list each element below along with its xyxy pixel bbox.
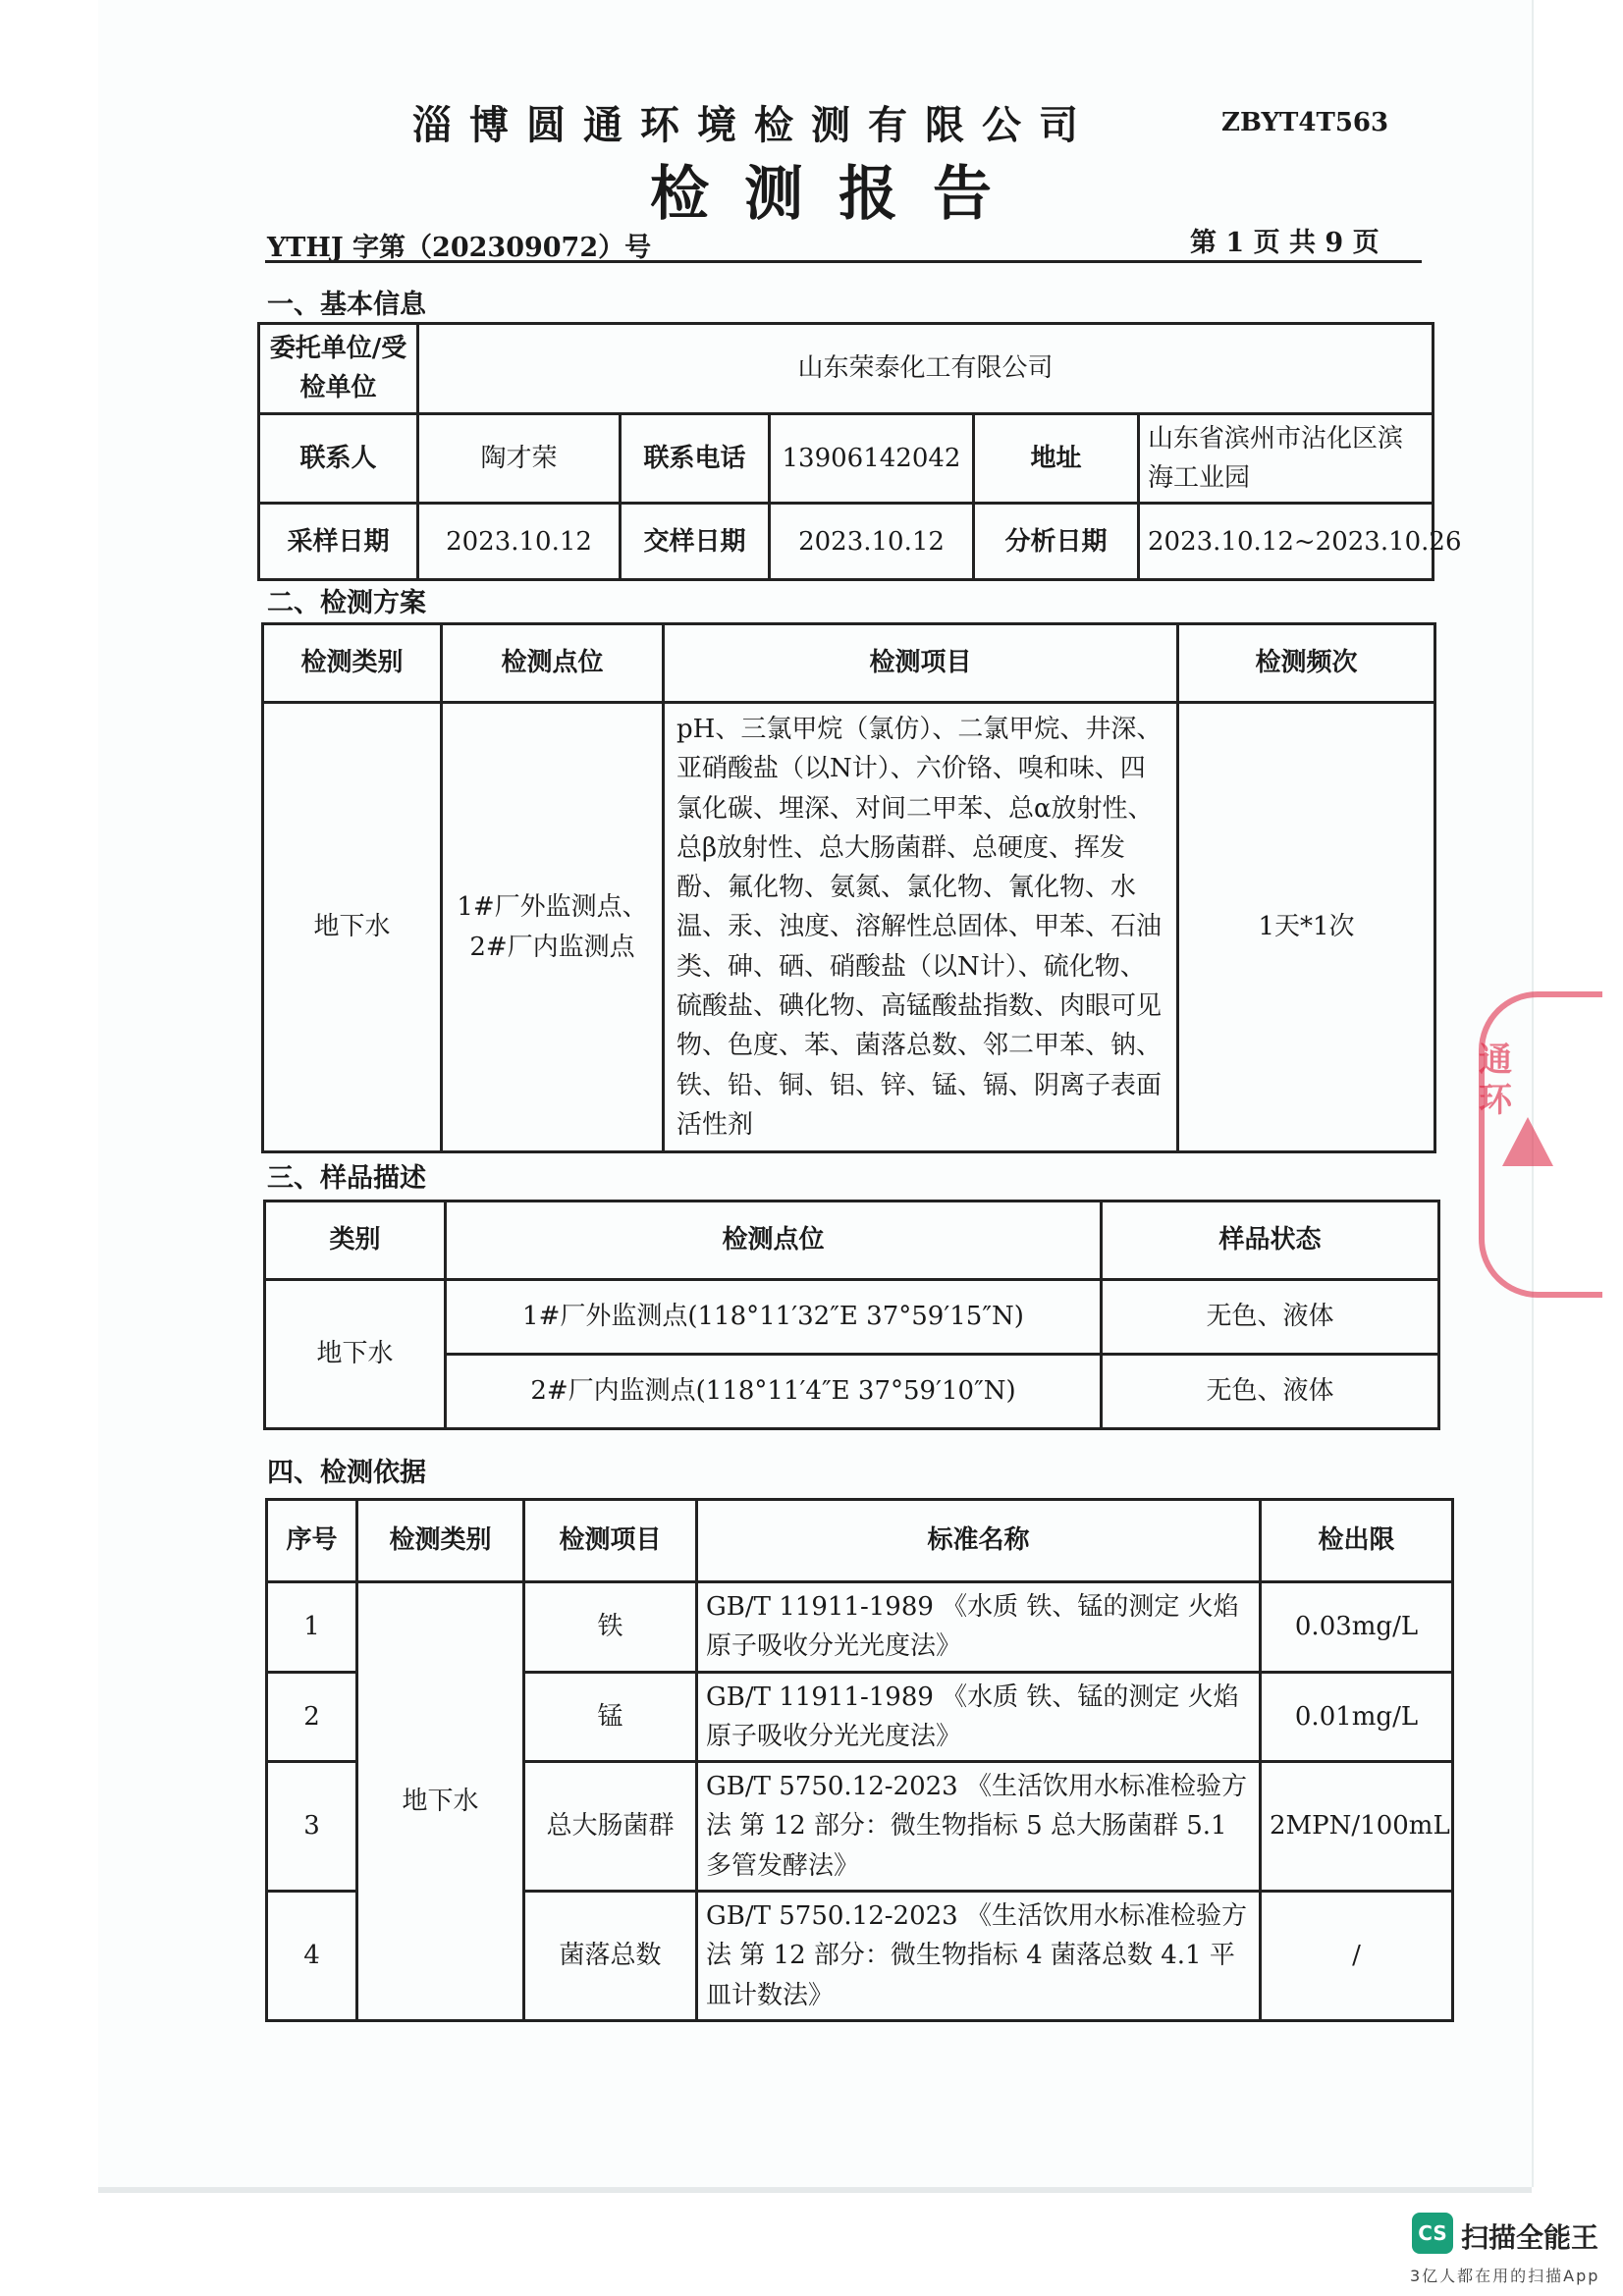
sample-header-state: 样品状态 [1102, 1201, 1439, 1280]
seal-star-icon [1502, 1117, 1553, 1166]
basis-row-standard: GB/T 5750.12-2023 《生活饮用水标准检验方法 第 12 部分：微生物指标 5 总大肠菌群 5.1 多管发酵法》 [697, 1762, 1261, 1892]
analysis-date-label: 分析日期 [974, 504, 1139, 580]
basis-category: 地下水 [357, 1582, 524, 2021]
sample-row-state: 无色、液体 [1102, 1355, 1439, 1429]
company-name: 淄博圆通环境检测有限公司 [412, 102, 1096, 148]
basis-row-standard: GB/T 5750.12-2023 《生活饮用水标准检验方法 第 12 部分：微生物指标 4 菌落总数 4.1 平皿计数法》 [697, 1892, 1261, 2021]
sample-row-state: 无色、液体 [1102, 1280, 1439, 1355]
sample-category: 地下水 [265, 1280, 446, 1429]
sample-table [263, 1200, 1440, 1430]
contact-label: 联系人 [259, 413, 418, 504]
basis-row-no: 1 [267, 1582, 357, 1673]
basis-row-no: 4 [267, 1892, 357, 2021]
plan-header-points: 检测点位 [442, 624, 664, 703]
basis-row-standard: GB/T 11911-1989 《水质 铁、锰的测定 火焰原子吸收分光光度法》 [697, 1582, 1261, 1673]
phone-value: 13906142042 [770, 413, 974, 504]
plan-points: 1#厂外监测点、2#厂内监测点 [442, 703, 664, 1152]
section-basis-heading: 四、检测依据 [267, 1458, 426, 1488]
section-sample-heading: 三、样品描述 [267, 1163, 426, 1194]
header-divider [265, 260, 1422, 263]
basis-row-limit: / [1261, 1892, 1453, 2021]
page-info: 第 1 页 共 9 页 [1190, 228, 1380, 258]
plan-items: pH、三氯甲烷（氯仿）、二氯甲烷、井深、亚硝酸盐（以N计）、六价铬、嗅和味、四氯化碳、埋深、对间二甲苯、总α放射性、总β放射性、总大肠菌群、总硬度、挥发酚、氟化物、氨氮、氯化物、氰化物、水温、汞、浊度、溶解性总固体、甲苯、石油类、砷、硒、硝酸盐（以N计）、硫化物、硫酸盐、碘化物、高锰酸盐指数、肉眼可见物、色度、苯、菌落总数、邻二甲苯、钠、铁、铅、铜、铝、锌、锰、镉、阴离子表面活性剂 [664, 703, 1178, 1152]
delivery-date-value: 2023.10.12 [770, 504, 974, 580]
sampling-date-label: 采样日期 [259, 504, 418, 580]
plan-category: 地下水 [263, 703, 442, 1152]
basis-header-category: 检测类别 [357, 1500, 524, 1582]
camscanner-slogan: 3亿人都在用的扫描App [1410, 2267, 1600, 2285]
official-seal-text: 通环 [1479, 1041, 1512, 1120]
address-label: 地址 [974, 413, 1139, 504]
basis-row-limit: 2MPN/100mL [1261, 1762, 1453, 1892]
section-basic-info-heading: 一、基本信息 [267, 290, 426, 320]
basis-table [265, 1498, 1454, 2022]
basis-header-standard: 标准名称 [697, 1500, 1261, 1582]
plan-header-category: 检测类别 [263, 624, 442, 703]
delivery-date-label: 交样日期 [621, 504, 770, 580]
section-plan-heading: 二、检测方案 [267, 588, 426, 618]
basis-row-limit: 0.03mg/L [1261, 1582, 1453, 1673]
plan-table [261, 622, 1436, 1153]
scan-edge-shadow [98, 2187, 1532, 2193]
plan-header-frequency: 检测频次 [1178, 624, 1435, 703]
plan-header-items: 检测项目 [664, 624, 1178, 703]
client-value: 山东荣泰化工有限公司 [418, 324, 1434, 414]
sample-header-category: 类别 [265, 1201, 446, 1280]
sample-row-point: 2#厂内监测点(118°11′4″E 37°59′10″N) [446, 1355, 1102, 1429]
basic-info-table [257, 322, 1462, 581]
basis-row-no: 2 [267, 1672, 357, 1762]
basis-row-item: 铁 [524, 1582, 697, 1673]
analysis-date-value: 2023.10.12~2023.10.26 [1139, 504, 1434, 580]
basis-row-no: 3 [267, 1762, 357, 1892]
sampling-date-value: 2023.10.12 [418, 504, 621, 580]
basis-row-item: 总大肠菌群 [524, 1762, 697, 1892]
client-label: 委托单位/受检单位 [259, 324, 418, 414]
basis-header-item: 检测项目 [524, 1500, 697, 1582]
camscanner-app-name: 扫描全能王 [1461, 2221, 1599, 2254]
basis-row-item: 菌落总数 [524, 1892, 697, 2021]
basis-header-limit: 检出限 [1261, 1500, 1453, 1582]
basis-row-limit: 0.01mg/L [1261, 1672, 1453, 1762]
phone-label: 联系电话 [621, 413, 770, 504]
contact-value: 陶才荣 [418, 413, 621, 504]
report-title: 检测报告 [650, 160, 1027, 229]
plan-frequency: 1天*1次 [1178, 703, 1435, 1152]
address-value: 山东省滨州市沾化区滨海工业园 [1139, 413, 1434, 504]
basis-row-item: 锰 [524, 1672, 697, 1762]
camscanner-logo-icon: CS [1412, 2213, 1453, 2254]
report-code: ZBYT4T563 [1221, 108, 1389, 137]
sample-row-point: 1#厂外监测点(118°11′32″E 37°59′15″N) [446, 1280, 1102, 1355]
basis-header-no: 序号 [267, 1500, 357, 1582]
basis-row-standard: GB/T 11911-1989 《水质 铁、锰的测定 火焰原子吸收分光光度法》 [697, 1672, 1261, 1762]
report-number: YTHJ 字第（202309072）号 [267, 233, 652, 263]
sample-header-point: 检测点位 [446, 1201, 1102, 1280]
